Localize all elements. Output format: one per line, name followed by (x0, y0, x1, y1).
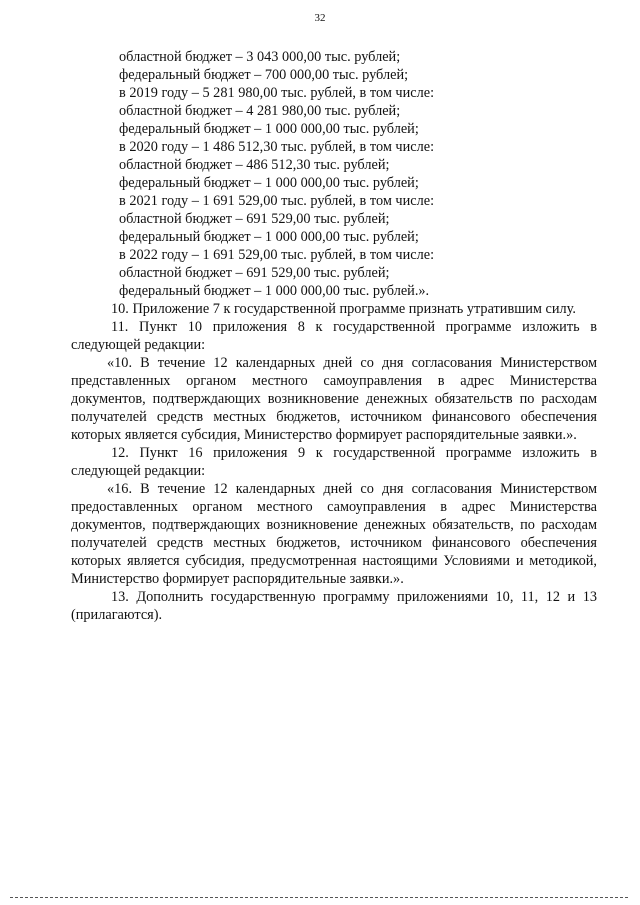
paragraph-11: 11. Пункт 10 приложения 8 к государственной программе изложить в следующей редакции: (71, 319, 597, 353)
paragraph-12-quote: «16. В течение 12 календарных дней со дня согласования Министерством предоставленных органом местного самоуправления в адрес Министерства документов, подтверждающих возникновение денежных обязательств, по расходам получателей средств местных бюджетов, источником финансового обеспечения которых является субсидия, предусмотренная настоящими Условиями и методикой, Министерство формирует распорядительные заявки.». (71, 481, 597, 587)
budget-line: областной бюджет – 691 529,00 тыс. рублей; (119, 211, 390, 227)
budget-line: в 2021 году – 1 691 529,00 тыс. рублей, в том числе: (119, 193, 435, 209)
paragraph-13: 13. Дополнить государственную программу приложениями 10, 11, 12 и 13 (прилагаются). (71, 589, 597, 623)
budget-line: федеральный бюджет – 700 000,00 тыс. рублей; (119, 67, 409, 83)
budget-line: федеральный бюджет – 1 000 000,00 тыс. рублей.». (119, 283, 430, 299)
budget-line: в 2022 году – 1 691 529,00 тыс. рублей, в том числе: (119, 247, 435, 263)
paragraph-10: 10. Приложение 7 к государственной программе признать утратившим силу. (111, 301, 576, 317)
footer-divider (10, 897, 628, 898)
budget-line: областной бюджет – 486 512,30 тыс. рублей; (119, 157, 390, 173)
paragraph-11-quote: «10. В течение 12 календарных дней со дня согласования Министерством представленных органом местного самоуправления в адрес Министерства документов, подтверждающих возникновение денежных обязательств по расходам получателей средств местных бюджетов, источником финансового обеспечения которых является субсидия, Министерство формирует распорядительные заявки.». (71, 355, 597, 443)
budget-line: в 2020 году – 1 486 512,30 тыс. рублей, в том числе: (119, 139, 435, 155)
budget-line: областной бюджет – 4 281 980,00 тыс. рублей; (119, 103, 401, 119)
budget-list (71, 48, 597, 300)
budget-line: областной бюджет – 3 043 000,00 тыс. рублей; (119, 49, 401, 65)
paragraph-12: 12. Пункт 16 приложения 9 к государственной программе изложить в следующей редакции: (71, 445, 597, 479)
page-number: 32 (314, 12, 326, 24)
budget-line: в 2019 году – 5 281 980,00 тыс. рублей, в том числе: (119, 85, 435, 101)
document-body (71, 48, 597, 624)
budget-line: федеральный бюджет – 1 000 000,00 тыс. рублей; (119, 229, 419, 245)
budget-line: федеральный бюджет – 1 000 000,00 тыс. рублей; (119, 121, 419, 137)
budget-line: федеральный бюджет – 1 000 000,00 тыс. рублей; (119, 175, 419, 191)
budget-line: областной бюджет – 691 529,00 тыс. рублей; (119, 265, 390, 281)
